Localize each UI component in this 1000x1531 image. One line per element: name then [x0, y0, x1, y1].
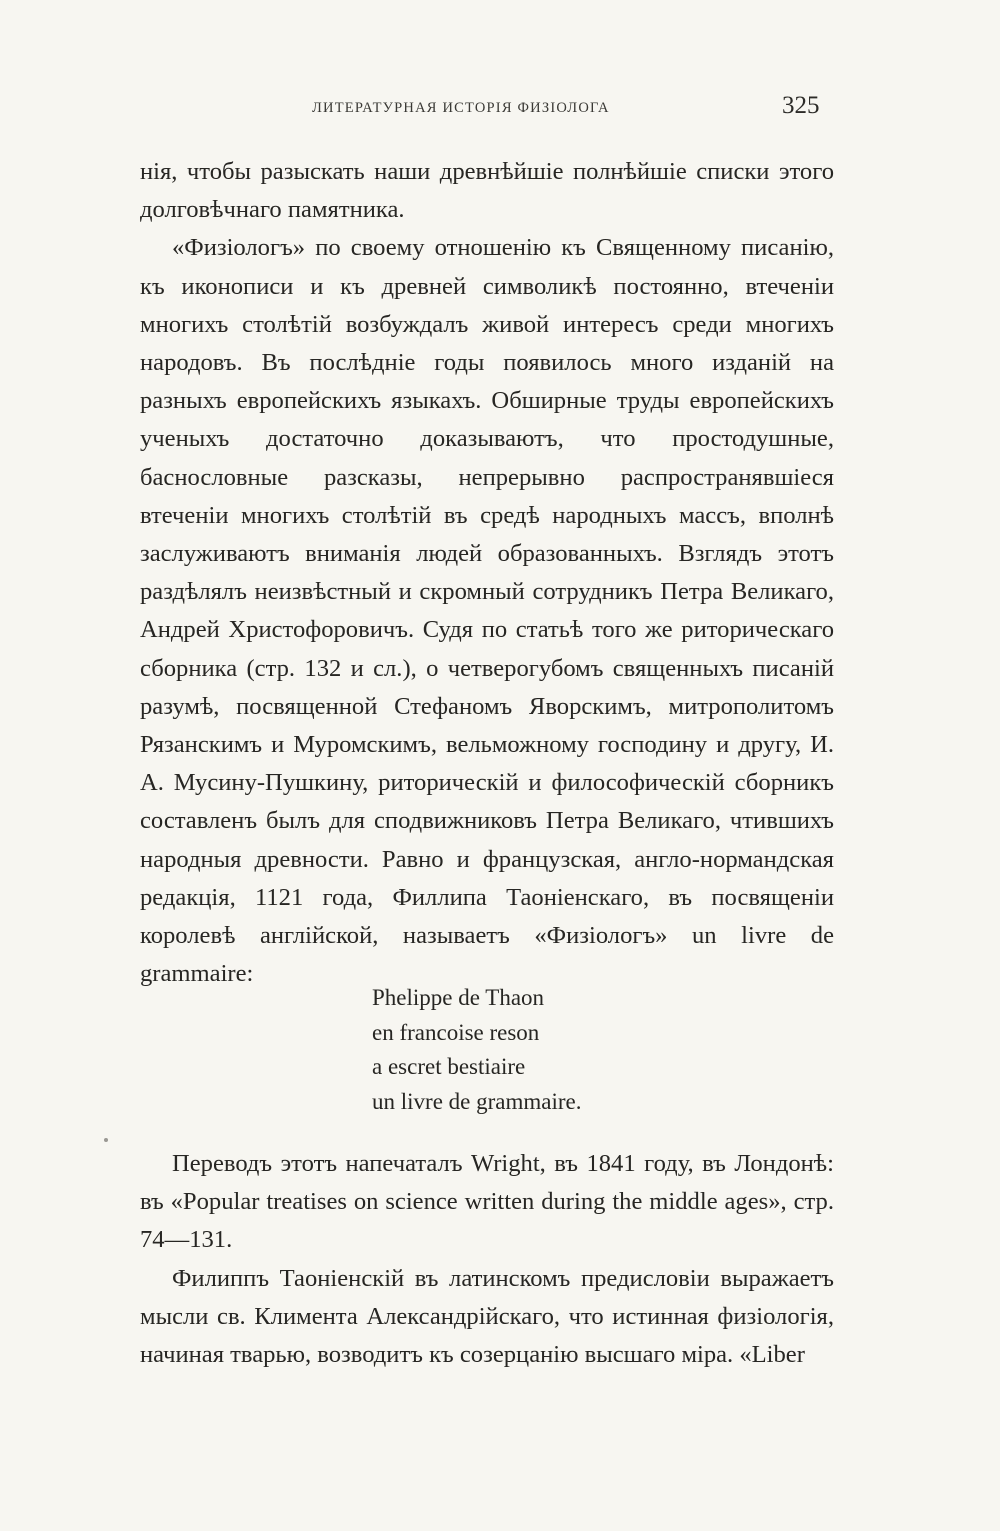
- paragraph-2: «Физіологъ» по своему отношенію къ Священному писанію, къ иконописи и къ древней символикѣ постоянно, втеченіи многихъ столѣтій возбуждалъ живой интересъ среди многихъ народовъ. Въ послѣдніе годы появилось много изданій на разныхъ европейскихъ языкахъ. Обширные труды европейскихъ ученыхъ достаточно доказываютъ, что простодушные, баснословные разсказы, непрерывно распространявшіеся втеченіи многихъ столѣтій въ средѣ народныхъ массъ, вполнѣ заслуживаютъ вниманія людей образованныхъ. Взглядъ этотъ раздѣлялъ неизвѣстный и скромный сотрудникъ Петра Великаго, Андрей Христофоровичъ. Судя по статьѣ того же риторическаго сборника (стр. 132 и сл.), о четверогубомъ священныхъ писаній разумѣ, посвященной Стефаномъ Яворскимъ, митрополитомъ Рязанскимъ и Муромскимъ, вельможному господину и другу, И. А. Мусину-Пушкину, риторическій и философическій сборникъ составленъ былъ для сподвижниковъ Петра Великаго, чтившихъ народныя древности. Равно и французская, англо-нормандская редакція, 1121 года, Филлипа Таоніенскаго, въ посвященіи королевѣ англійской, называетъ «Физіологъ» un livre de grammaire:: [140, 234, 834, 988]
- verse-quotation: [372, 981, 581, 1119]
- main-text-lower: [140, 1145, 834, 1374]
- paragraph-3: Переводъ этотъ напечаталъ Wright, въ 1841 году, въ Лондонѣ: въ «Popular treatises on science written during the middle ages», стр. 74—131.: [140, 1150, 834, 1254]
- paragraph-1: нія, чтобы разыскать наши древнѣйшіе полнѣйшіе списки этого долговѣчнаго памятника.: [140, 158, 834, 224]
- verse-line-4: un livre de grammaire.: [372, 1088, 582, 1114]
- paper-speck: [104, 1138, 108, 1142]
- verse-line-2: en francoise reson: [372, 1019, 540, 1045]
- running-title: ЛИТЕРАТУРНАЯ ИСТОРІЯ ФИЗІОЛОГА: [312, 100, 610, 116]
- main-text-upper: [140, 153, 834, 993]
- verse-line-3: a escret bestiaire: [372, 1054, 526, 1079]
- verse-line-1: Phelippe de Thaon: [372, 985, 545, 1010]
- page-number: 325: [782, 92, 820, 119]
- paragraph-4: Филиппъ Таоніенскій въ латинскомъ предисловіи выражаетъ мысли св. Климента Александрійскаго, что истинная физіологія, начиная тварью, возводитъ къ созерцанію высшаго міра. «Liber: [140, 1264, 834, 1369]
